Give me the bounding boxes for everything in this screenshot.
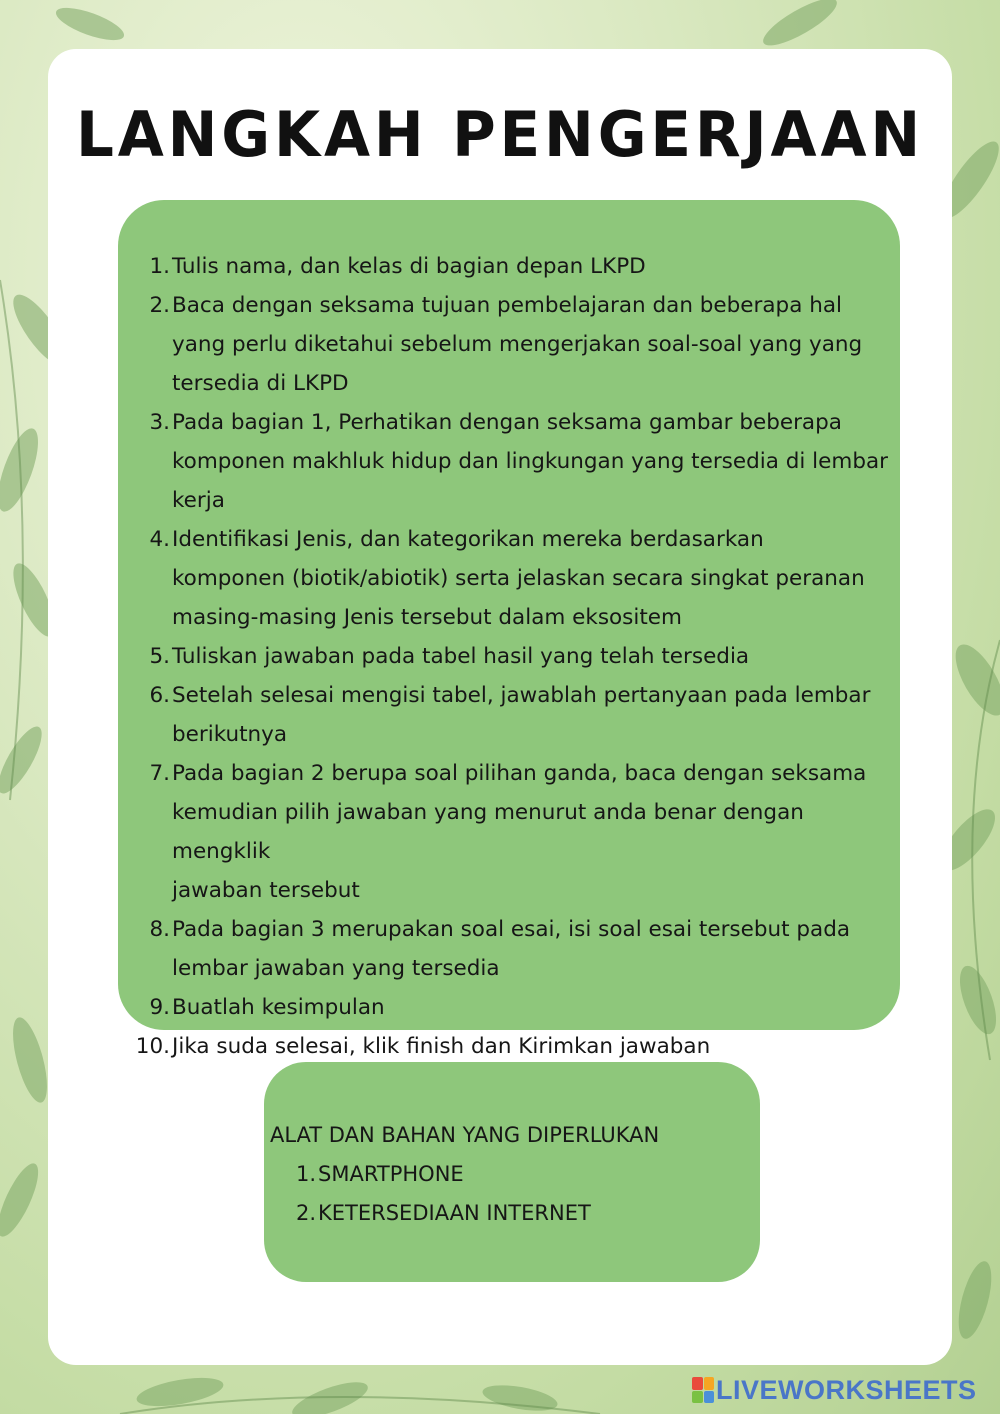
step-text: Baca dengan seksama tujuan pembelajaran dan beberapa hal	[172, 293, 842, 318]
logo-square	[692, 1377, 703, 1390]
step-item-continuation	[0, 481, 900, 520]
step-number: 8.	[149, 917, 170, 942]
tool-item	[270, 1194, 591, 1233]
step-text: Pada bagian 2 berupa soal pilihan ganda, baca dengan seksama	[172, 761, 867, 786]
step-text: komponen makhluk hidup dan lingkungan yang tersedia di lembar	[172, 449, 888, 474]
step-text: Jika suda selesai, klik finish dan Kirimkan jawaban	[172, 1034, 711, 1059]
step-item	[0, 754, 900, 793]
step-item	[0, 988, 900, 1027]
step-text: kerja	[172, 488, 225, 513]
tool-text: KETERSEDIAAN INTERNET	[318, 1201, 591, 1225]
step-text: Identifikasi Jenis, dan kategorikan mereka berdasarkan	[172, 527, 764, 552]
step-text: yang perlu diketahui sebelum mengerjakan soal-soal yang yang	[172, 332, 863, 357]
step-item-continuation	[0, 325, 900, 364]
step-number	[0, 559, 172, 598]
step-number	[0, 598, 172, 637]
step-number	[0, 442, 172, 481]
step-item	[0, 637, 900, 676]
step-item	[0, 286, 900, 325]
brand-watermark	[692, 1370, 977, 1410]
step-text: Buatlah kesimpulan	[172, 995, 385, 1020]
step-item-continuation	[0, 715, 900, 754]
step-item	[0, 910, 900, 949]
step-number: 6.	[149, 683, 170, 708]
step-number: 3.	[149, 410, 170, 435]
tools-list	[270, 1155, 591, 1233]
step-text: jawaban tersebut	[172, 878, 360, 903]
step-text: berikutnya	[172, 722, 288, 747]
step-text: tersedia di LKPD	[172, 371, 349, 396]
step-number	[0, 793, 172, 871]
brand-name: LIVEWORKSHEETS	[716, 1374, 977, 1405]
step-item	[0, 403, 900, 442]
step-text: komponen (biotik/abiotik) serta jelaskan secara singkat peranan	[172, 566, 865, 591]
step-number: 9.	[149, 995, 170, 1020]
step-text: lembar jawaban yang tersedia	[172, 956, 500, 981]
step-text: Pada bagian 1, Perhatikan dengan seksama gambar beberapa	[172, 410, 842, 435]
step-item	[0, 247, 900, 286]
tool-number: 2.	[295, 1201, 316, 1225]
step-number	[0, 871, 172, 910]
step-item-continuation	[0, 559, 900, 598]
step-number	[0, 325, 172, 364]
step-number: 10.	[135, 1034, 170, 1059]
steps-list	[0, 247, 900, 1066]
step-text: Tuliskan jawaban pada tabel hasil yang telah tersedia	[172, 644, 750, 669]
step-number	[0, 715, 172, 754]
logo-square	[704, 1391, 715, 1404]
step-number: 1.	[149, 254, 170, 279]
step-item	[0, 520, 900, 559]
step-number	[0, 364, 172, 403]
step-item-continuation	[0, 598, 900, 637]
step-text: kemudian pilih jawaban yang menurut anda benar dengan mengklik	[172, 800, 804, 864]
step-item-continuation	[0, 871, 900, 910]
tool-item	[270, 1155, 591, 1194]
step-item-continuation	[0, 793, 900, 871]
page-title: LANGKAH PENGERJAAN	[75, 98, 925, 171]
step-item	[0, 1027, 900, 1066]
liveworksheets-logo-icon	[692, 1377, 714, 1403]
step-text: Setelah selesai mengisi tabel, jawablah pertanyaan pada lembar	[172, 683, 871, 708]
step-number	[0, 949, 172, 988]
step-number: 2.	[149, 293, 170, 318]
step-item-continuation	[0, 442, 900, 481]
step-number	[0, 481, 172, 520]
logo-square	[692, 1391, 703, 1404]
step-number: 5.	[149, 644, 170, 669]
step-item-continuation	[0, 949, 900, 988]
step-text: masing-masing Jenis tersebut dalam eksositem	[172, 605, 682, 630]
step-number: 4.	[149, 527, 170, 552]
tool-number: 1.	[295, 1162, 316, 1186]
step-text: Pada bagian 3 merupakan soal esai, isi soal esai tersebut pada	[172, 917, 851, 942]
logo-square	[704, 1377, 715, 1390]
step-item	[0, 676, 900, 715]
step-text: Tulis nama, dan kelas di bagian depan LKPD	[172, 254, 646, 279]
tool-text: SMARTPHONE	[318, 1162, 464, 1186]
tools-title: ALAT DAN BAHAN YANG DIPERLUKAN	[270, 1123, 660, 1147]
step-number: 7.	[149, 761, 170, 786]
step-item-continuation	[0, 364, 900, 403]
